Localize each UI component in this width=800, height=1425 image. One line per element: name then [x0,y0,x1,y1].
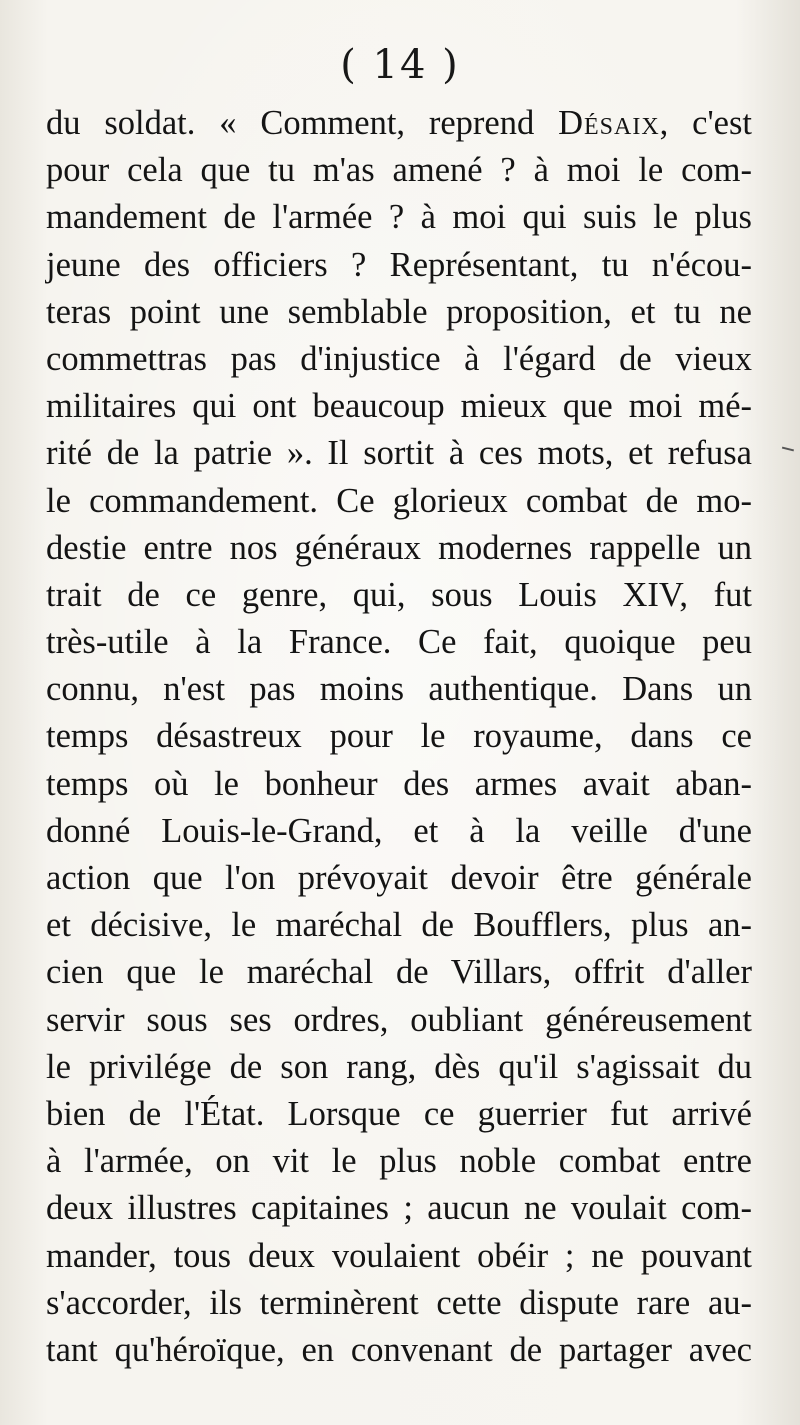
text-line: le commandement. Ce glorieux combat de mo- [46,481,752,520]
text-line: deux illustres capitaines ; aucun ne voulait com- [46,1189,752,1228]
text-line: temps où le bonheur des armes avait aban- [46,764,752,803]
text-line: action que l'on prévoyait devoir être générale [46,859,752,897]
name-small-caps: Désaix [558,104,660,142]
text-line: destie entre nos généraux modernes rappelle un [46,528,752,567]
text-line: mandement de l'armée ? à moi qui suis le plus [46,198,752,237]
text-line: et décisive, le maréchal de Boufflers, plus an- [46,906,752,945]
text-line: trait de ce genre, qui, sous Louis XIV, fut [46,575,752,614]
text-line: s'accorder, ils terminèrent cette dispute rare au- [46,1283,752,1322]
text-line: militaires qui ont beaucoup mieux que moi mé- [46,387,752,426]
text-line: connu, n'est pas moins authentique. Dans un [46,670,752,709]
text-line: cien que le maréchal de Villars, offrit d'aller [46,953,752,992]
text-line: commettras pas d'injustice à l'égard de vieux [46,339,752,378]
body-text [46,100,752,1374]
text-line: pour cela que tu m'as amené ? à moi le com- [46,151,752,190]
text-line: temps désastreux pour le royaume, dans ce [46,717,752,756]
text-line: servir sous ses ordres, oubliant généreusement [46,1000,752,1039]
text-line: très-utile à la France. Ce fait, quoique peu [46,623,752,662]
text-line: bien de l'État. Lorsque ce guerrier fut arrivé [46,1094,752,1133]
page-number: ( 14 ) [340,42,460,88]
text-line: jeune des officiers ? Représentant, tu n'écou- [46,245,752,284]
text-line [46,100,752,147]
text-line: le privilége de son rang, dès qu'il s'agissait du [46,1047,752,1086]
text-line: à l'armée, on vit le plus noble combat entre [46,1142,752,1181]
text-line: teras point une semblable proposition, et tu ne [46,292,752,331]
text-line: tant qu'héroïque, en convenant de partager avec [46,1330,752,1369]
text-line: rité de la patrie ». Il sortit à ces mots, et refusa [46,434,752,473]
margin-mark [782,447,794,451]
text-line: donné Louis-le-Grand, et à la veille d'une [46,811,752,850]
text-line-start: du soldat. « Comment, reprend [46,104,559,142]
text-line-end: , c'est [659,104,752,142]
text-line: mander, tous deux voulaient obéir ; ne pouvant [46,1236,752,1275]
